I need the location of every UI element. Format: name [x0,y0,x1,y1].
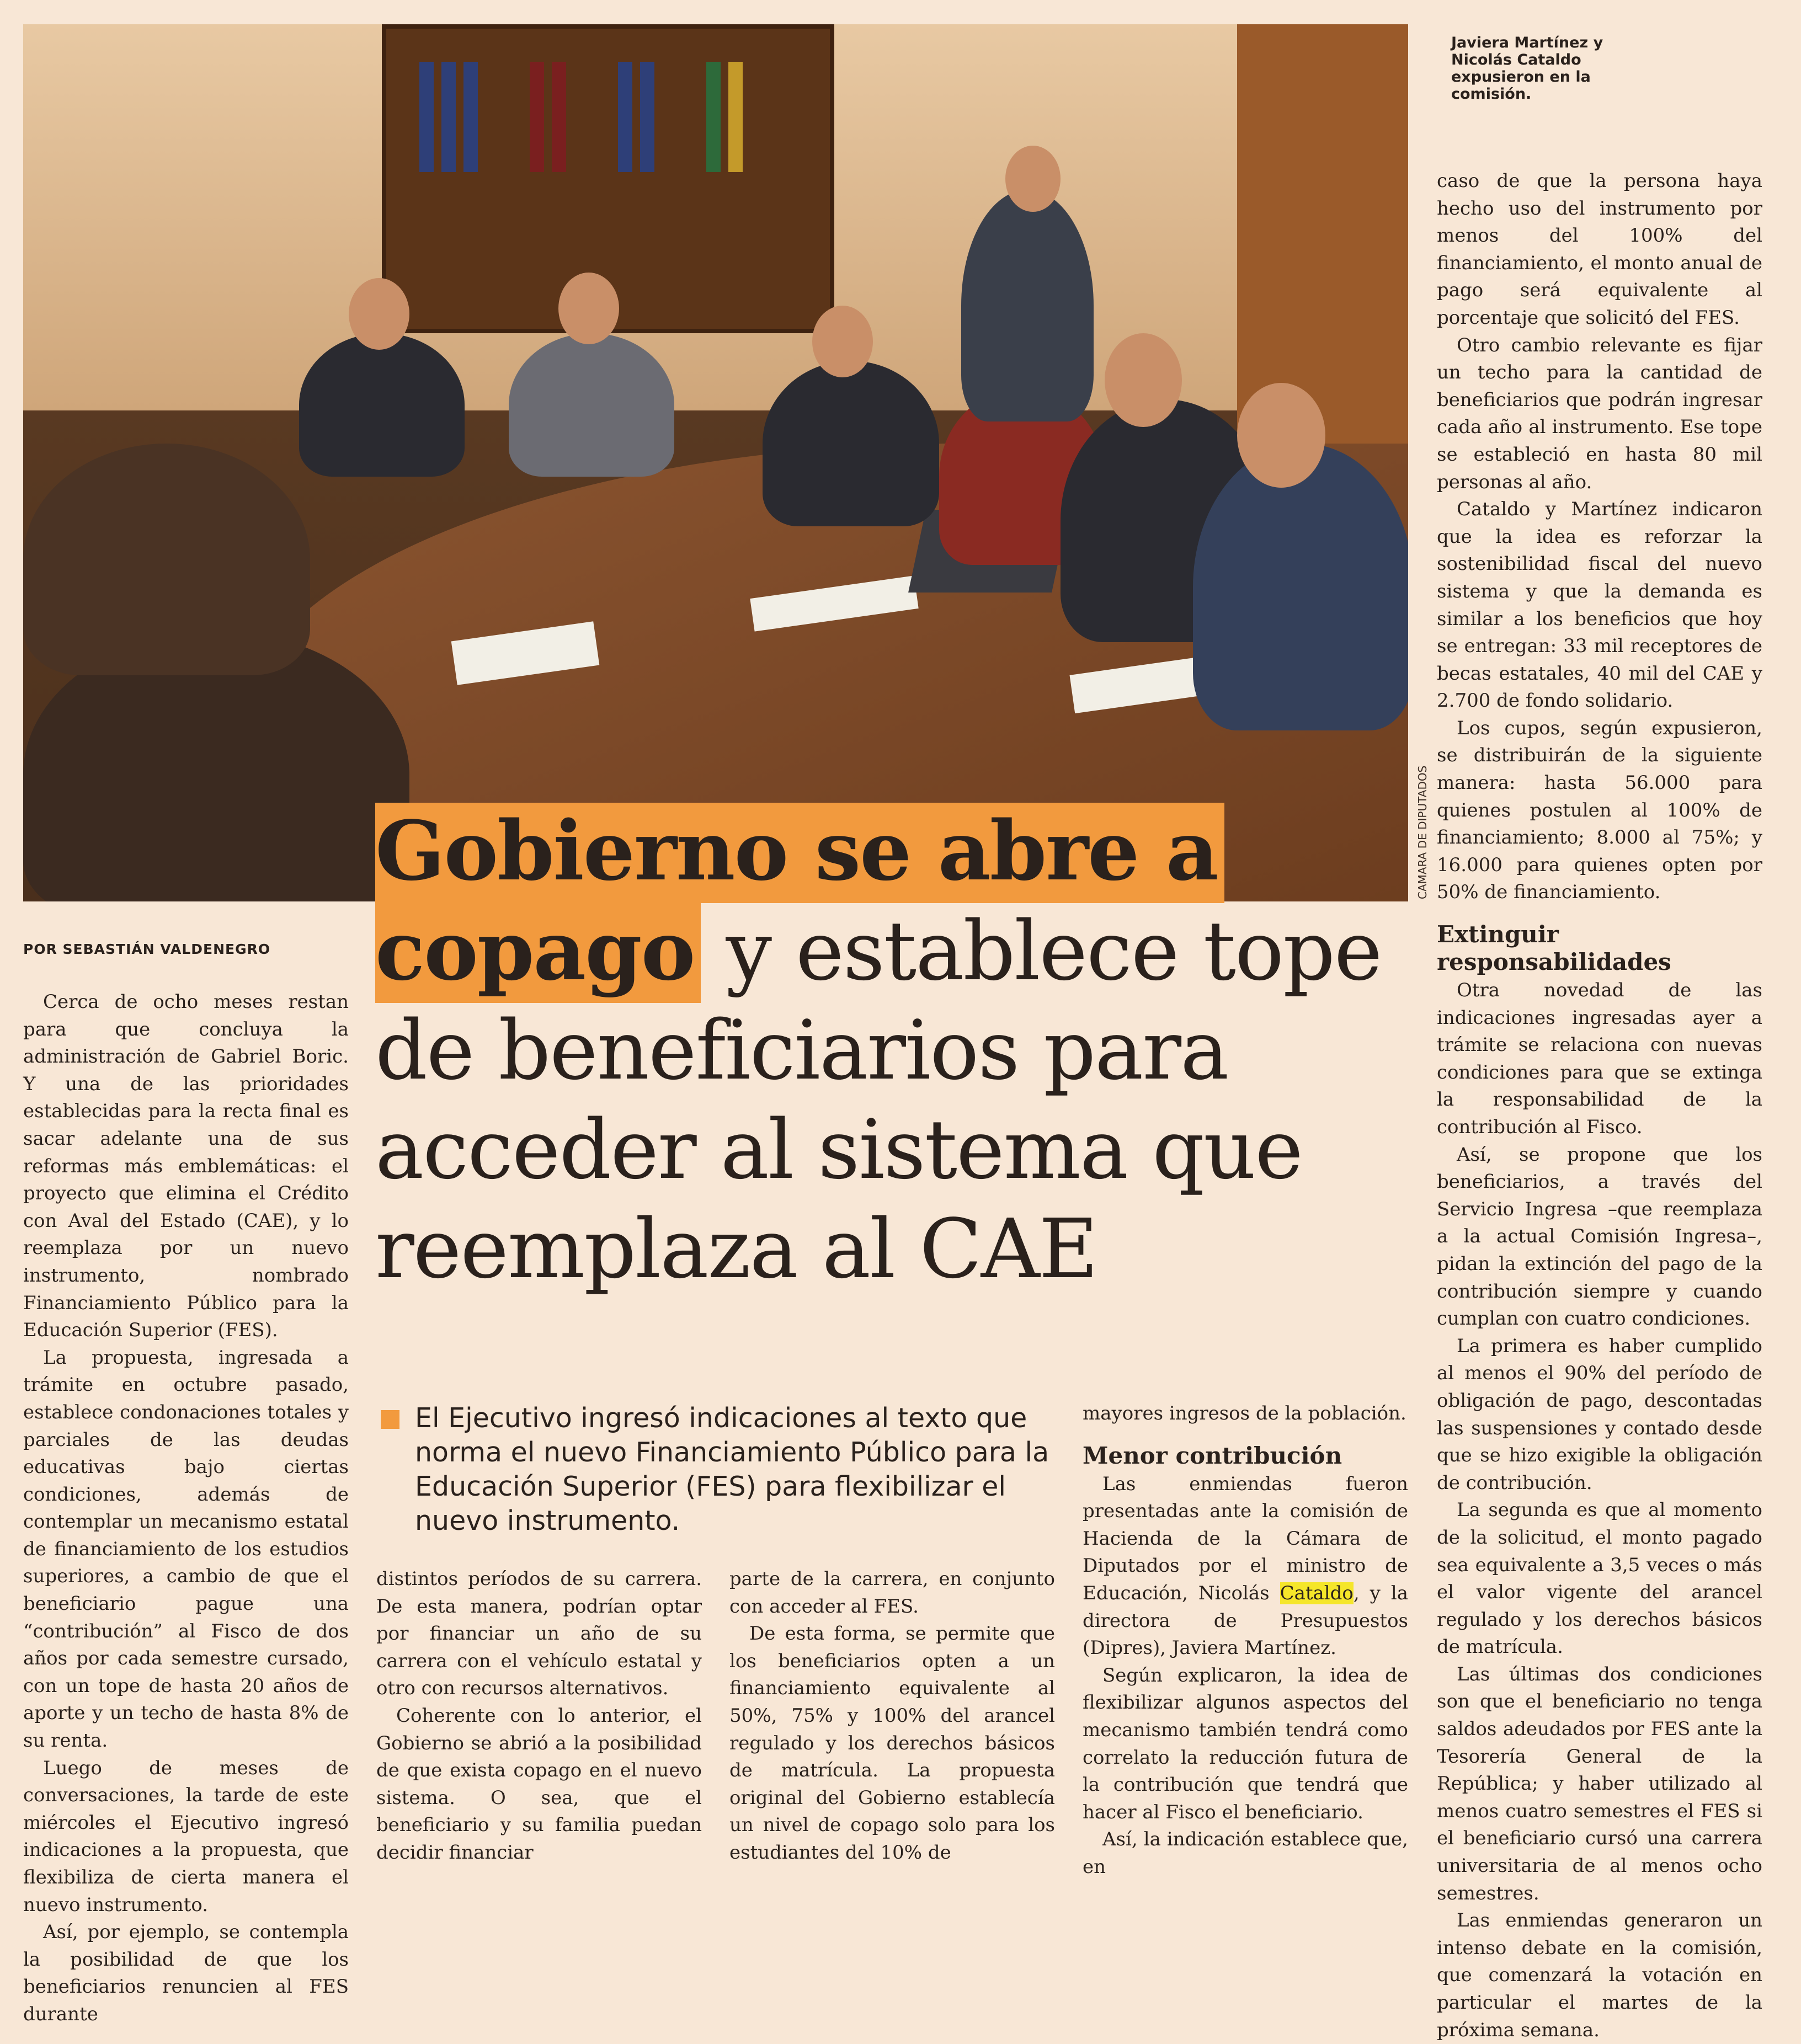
paragraph: caso de que la persona haya hecho uso del instrumento por menos del 100% del financiamiento, el monto anual de pago será equivalente al porcentaje que solicitó del FES. [1437,170,1762,329]
article-photo [23,24,1408,901]
subheading: Menor contribución [1083,1442,1342,1469]
deck-bullet-square [381,1410,399,1429]
paragraph: parte de la carrera, en conjunto con acceder al FES. [729,1568,1055,1618]
paragraph: La primera es haber cumplido al menos el 90% del período de obligación de pago, descontadas las suspensiones y contado desde que se hizo exigible la obligación de contribución. [1437,1335,1762,1494]
column-1 [23,989,349,2029]
paragraph: Otra novedad de las indicaciones ingresadas ayer a trámite se relaciona con nuevas condiciones para que se extinga la responsabilidad de la contribución al Fisco. [1437,979,1762,1138]
headline-part-2: de beneficiarios para [375,1003,1228,1098]
headline-part-3: acceder al sistema que [375,1102,1302,1197]
headline-part-1: y establece tope [701,904,1382,999]
paragraph: Así, la indicación establece que, en [1083,1828,1408,1878]
paragraph: mayores ingresos de la población. [1083,1402,1406,1424]
paragraph: Cerca de ocho meses restan para que concluya la administración de Gabriel Boric. Y una de las prioridades establecidas para la recta final es sacar adelante una de sus reformas más emblemáticas: el proyecto que elimina el Crédito con Aval del Estado (CAE), y lo reemplaza por un nuevo instrumento, nombrado Financiamiento Público para la Educación Superior (FES). [23,991,349,1342]
paragraph: De esta forma, se permite que los beneficiarios opten a un financiamiento equivalente al 50%, 75% y 100% del arancel regulado y los derechos básicos de matrícula. La propuesta original del Gobierno establecía un nivel de copago solo para los estudiantes del 10% de [729,1623,1055,1864]
paragraph: Las enmiendas fueron presentadas ante la comisión de Hacienda de la Cámara de Diputados por el ministro de Educación, Nicolás Cataldo, y la directora de Presupuestos (Dipres), Javiera Martínez. [1083,1472,1408,1659]
paragraph: Así, se propone que los beneficiarios, a través del Servicio Ingresa –que reemplaza a la actual Comisión Ingresa–, pidan la extinción del pago de la contribución siempre y cuando cumplan con cuatro condiciones. [1437,1143,1762,1330]
headline-part-4: reemplaza al CAE [375,1202,1097,1296]
paragraph: Luego de meses de conversaciones, la tarde de este miércoles el Ejecutivo ingresó indicaciones a la propuesta, que flexibiliza de cierta manera el nuevo instrumento. [23,1757,349,1916]
headline-highlight-2: copago [375,903,701,1003]
column-3 [729,1566,1055,1867]
byline: POR SEBASTIÁN VALDENEGRO [23,941,271,957]
subheading: Extinguir responsabilidades [1437,921,1671,976]
column-4 [1083,1400,1408,1881]
highlighted-name: Cataldo [1280,1582,1354,1604]
column-2 [376,1566,702,1867]
paragraph: Las enmiendas generaron un intenso debate en la comisión, que comenzará la votación en particular el martes de la próxima semana. [1437,1909,1762,2041]
paragraph: Las últimas dos condiciones son que el beneficiario no tenga saldos adeudados por FES ante la Tesorería General de la República; y haber utilizado al menos cuatro semestres el FES si el beneficiario cursó una carrera universitaria de al menos ocho semestres. [1437,1663,1762,1904]
paragraph: Así, por ejemplo, se contempla la posibilidad de que los beneficiarios renuncien al FES durante [23,1921,349,2025]
paragraph: Otro cambio relevante es fijar un techo para la cantidad de beneficiarios que podrán ingresar cada año al instrumento. Ese tope se estableció en hasta 80 mil personas al año. [1437,334,1762,493]
deck-text: El Ejecutivo ingresó indicaciones al texto que norma el nuevo Financiamiento Público para la Educación Superior (FES) para flexibilizar el nuevo instrumento. [415,1402,1049,1536]
photo-credit: CAMARA DE DIPUTADOS [1416,765,1429,899]
paragraph: Según explicaron, la idea de flexibilizar algunos aspectos del mecanismo también tendrá como correlato la reducción futura de la contribución que tendrá que hacer al Fisco el beneficiario. [1083,1664,1408,1823]
photo-caption: Javiera Martínez y Nicolás Cataldo expusieron en la comisión. [1451,34,1603,103]
paragraph: distintos períodos de su carrera. De esta manera, podrían optar por financiar un año de su carrera con el vehículo estatal y otro con recursos alternativos. [376,1568,702,1700]
paragraph: Cataldo y Martínez indicaron que la idea es reforzar la sostenibilidad fiscal del nuevo sistema y que la demanda es similar a los beneficios que hoy se entregan: 33 mil receptores de becas estatales, 40 mil del CAE y 2.700 de fondo solidario. [1437,498,1762,712]
paragraph: Los cupos, según expusieron, se distribuirán de la siguiente manera: hasta 56.000 para quienes postulen al 100% de financiamiento; 8.000 al 75%; y 16.000 para quienes opten por 50% de financiamiento. [1437,717,1762,904]
deck-summary [381,1401,1077,1538]
paragraph: Coherente con lo anterior, el Gobierno se abrió a la posibilidad de que exista copago en el nuevo sistema. O sea, que el beneficiario y su familia puedan decidir financiar [376,1704,702,1864]
headline [375,801,1407,1299]
paragraph: La propuesta, ingresada a trámite en octubre pasado, establece condonaciones totales y parciales de las deudas educativas bajo ciertas condiciones, además de contemplar un mecanismo estatal de financiamiento de los estudios superiores, a cambio de que el beneficiario pague una “contribución” al Fisco de dos años por cada semestre cursado, con un tope de hasta 20 años de aporte y un techo de hasta 8% de su renta. [23,1346,349,1752]
headline-highlight-1: Gobierno se abre a [375,803,1224,903]
paragraph: La segunda es que al momento de la solicitud, el monto pagado sea equivalente a 3,5 veces o más el valor vigente del arancel regulado y los derechos básicos de matrícula. [1437,1499,1762,1658]
column-5 [1437,168,1762,2044]
